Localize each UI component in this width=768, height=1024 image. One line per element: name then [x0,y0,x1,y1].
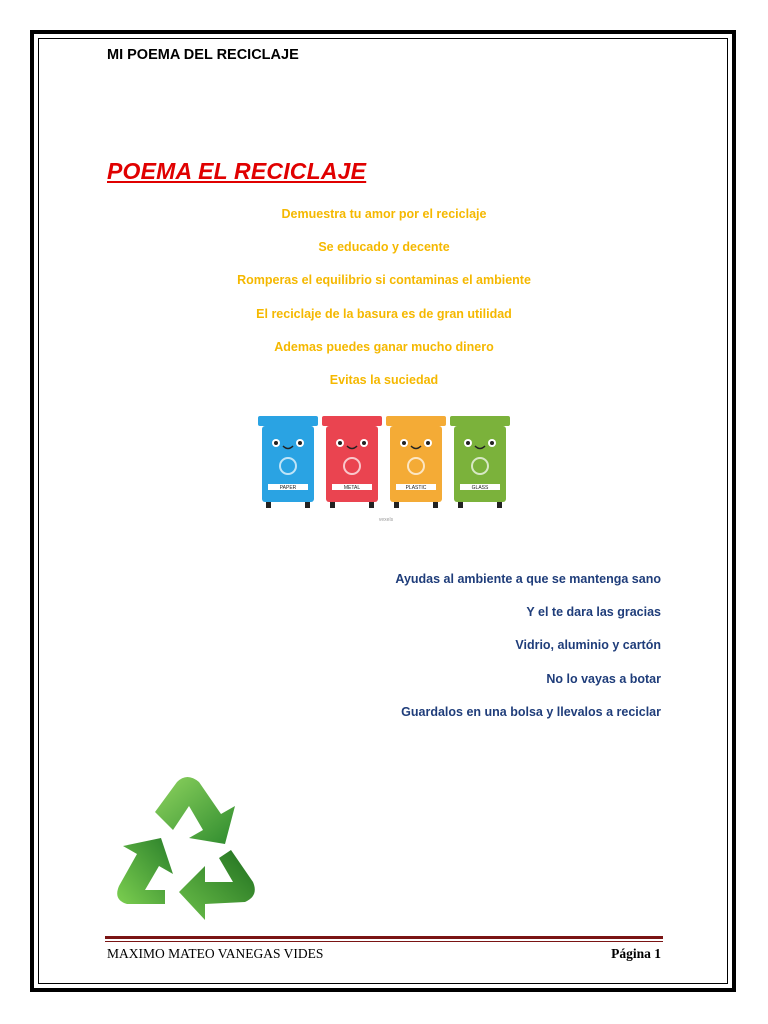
poem-line: El reciclaje de la basura es de gran utilidad [256,306,512,321]
footer-rule-thin [105,941,663,942]
poem-line: Ayudas al ambiente a que se mantenga sano [395,572,661,586]
bin-label: PLASTIC [405,485,427,491]
poem-line: Romperas el equilibrio si contaminas el ambiente [237,273,531,288]
bin-label: GLASS [471,485,489,491]
bin-paper [258,416,318,508]
poem-line: Vidrio, aluminio y cartón [515,638,661,653]
poem-line: Se educado y decente [318,240,450,255]
poem-line: Evitas la suciedad [329,372,439,387]
poem-line: Demuestra tu amor por el reciclaje [281,207,487,221]
footer-author: MAXIMO MATEO VANEGAS VIDES [107,946,324,961]
bin-label: METAL [343,485,361,491]
recycling-bins-illustration [256,410,516,525]
bin-label: PAPER [279,485,297,491]
poem-stanza-1 [200,206,568,405]
recycle-icon [107,768,267,928]
footer-rule [105,936,663,939]
poem-title: POEMA EL RECICLAJE [107,158,367,184]
image-credit: vexels [378,517,394,523]
page-header: MI POEMA DEL RECICLAJE [107,47,299,63]
poem-line: No lo vayas a botar [546,671,661,686]
footer-page-number: Página 1 [611,946,661,961]
poem-line: Y el te dara las gracias [526,605,661,620]
bin-plastic [386,416,446,508]
bin-metal [322,416,382,508]
poem-stanza-2 [395,571,661,737]
poem-line: Ademas puedes ganar mucho dinero [274,339,494,354]
poem-line: Guardalos en una bolsa y llevalos a reciclar [401,704,661,719]
bin-glass [450,416,510,508]
